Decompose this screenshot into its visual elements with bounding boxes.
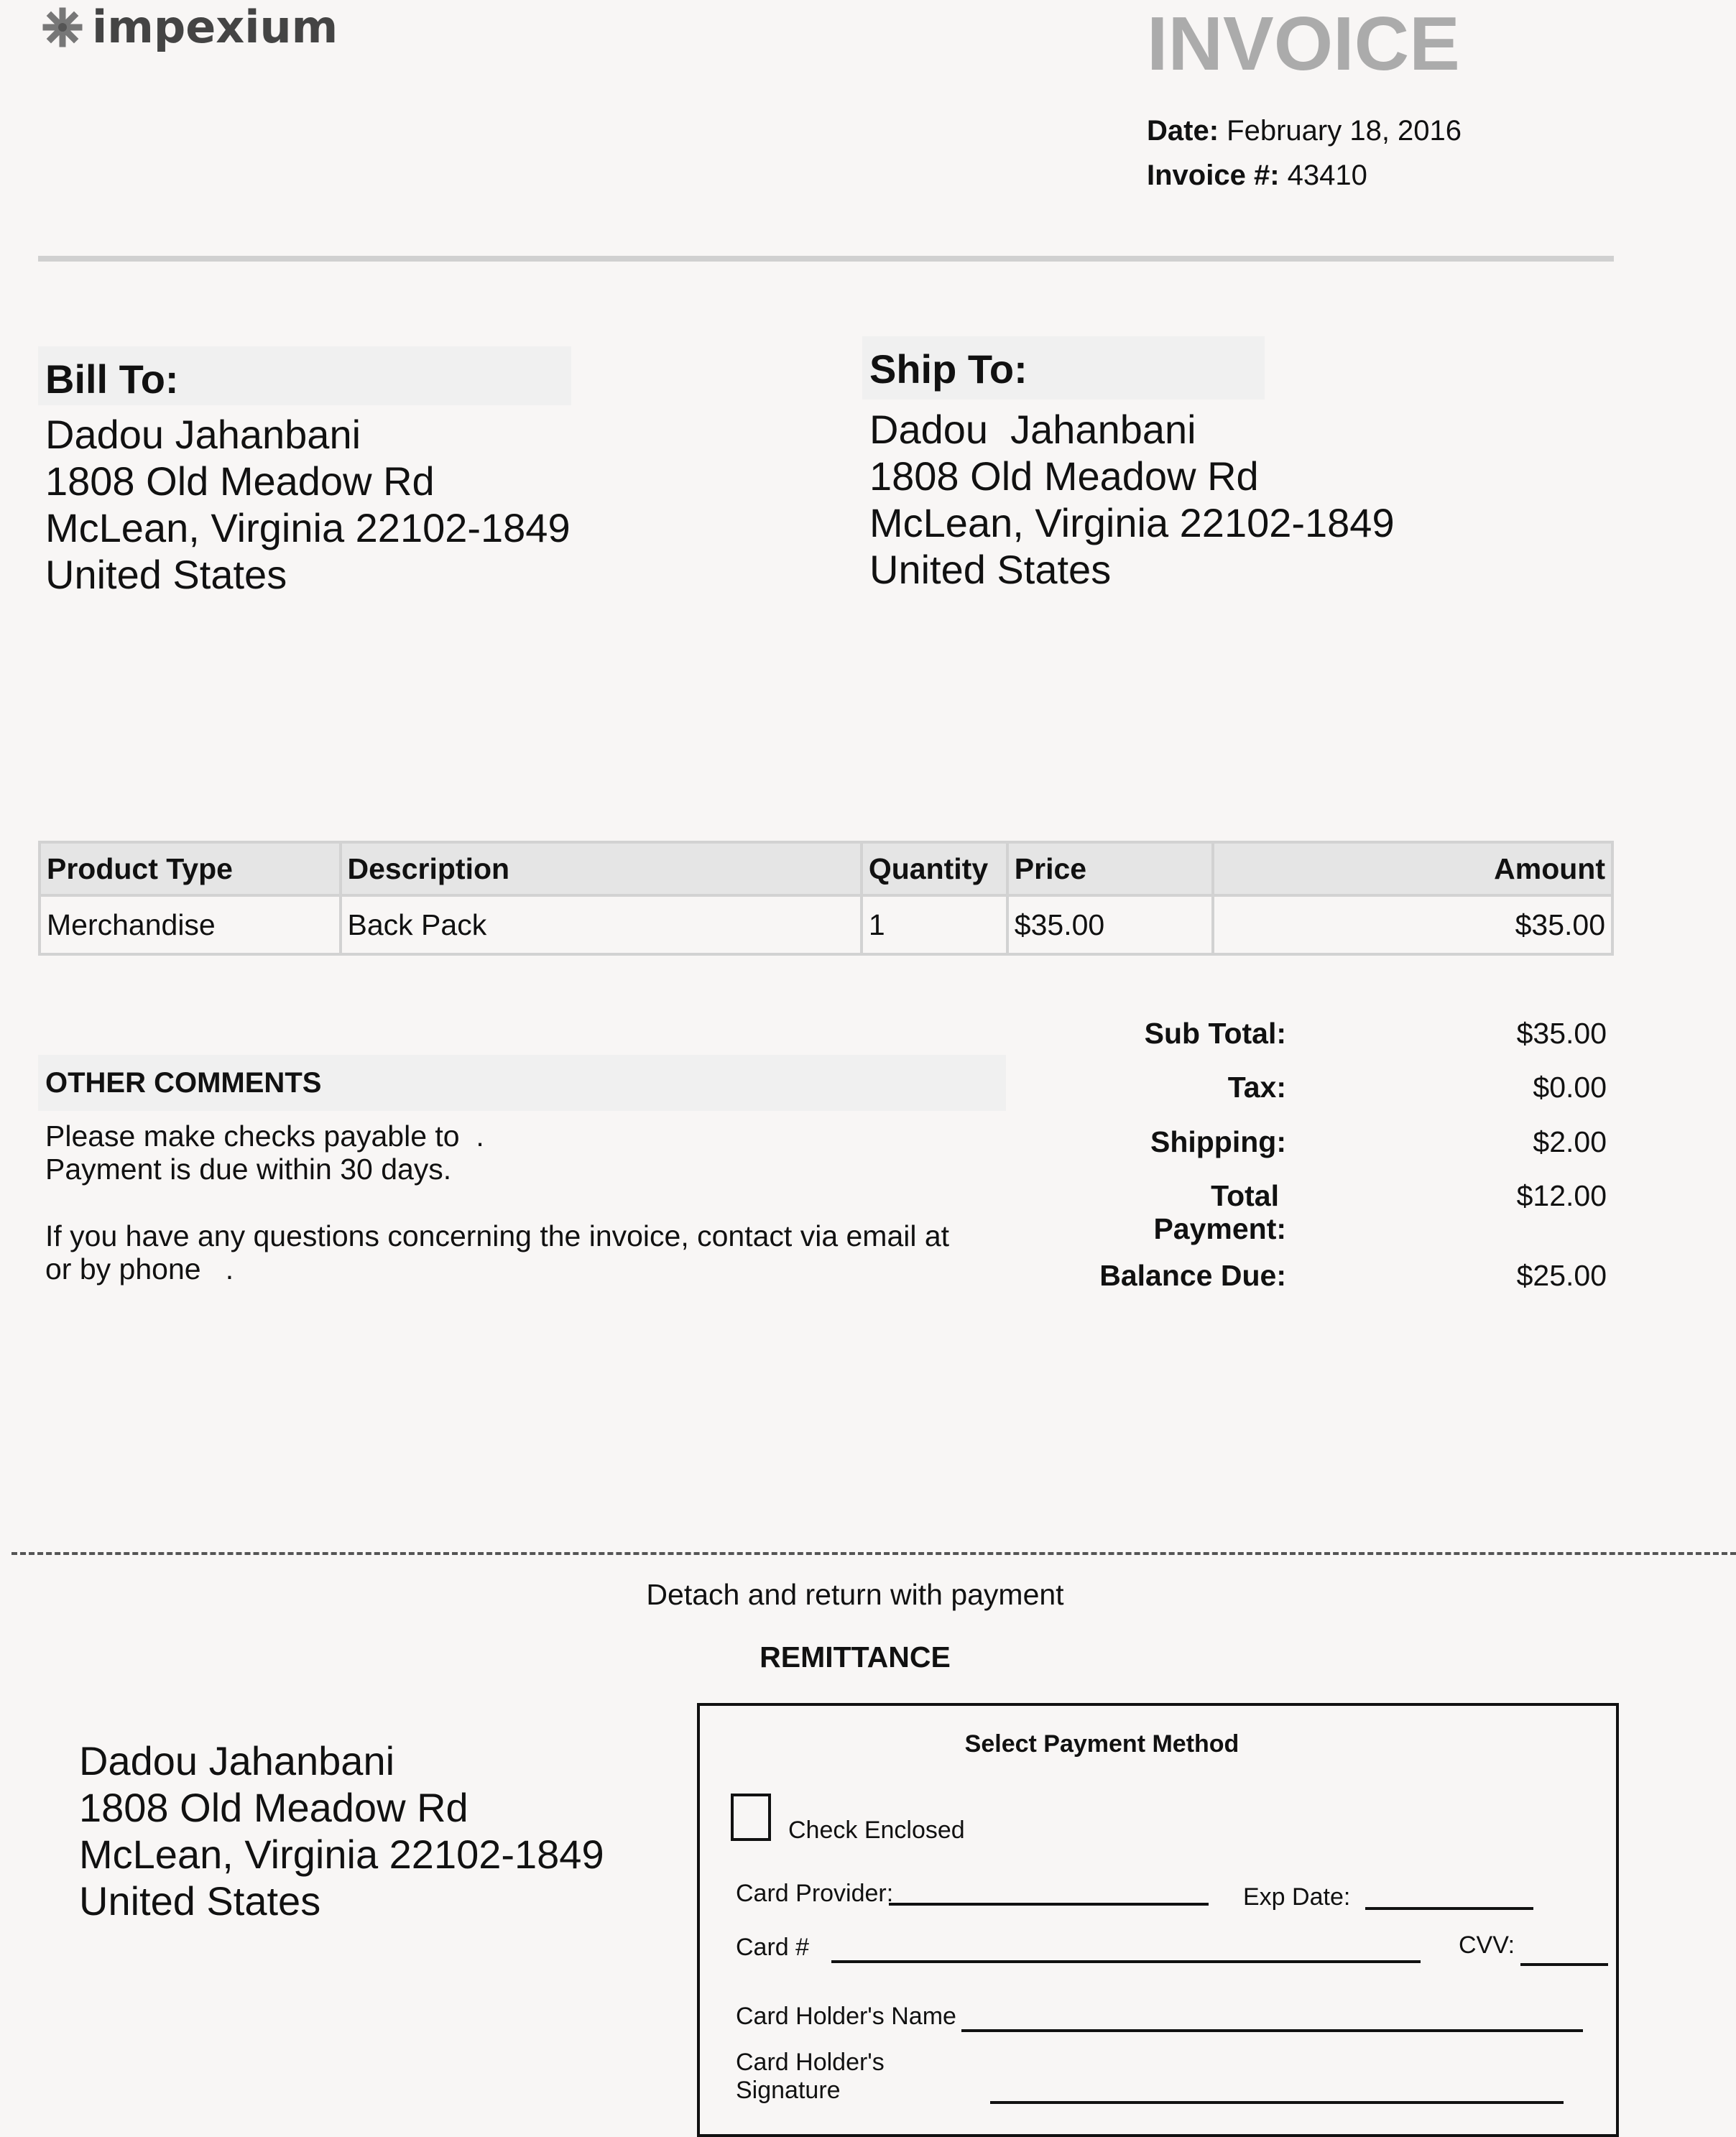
date-label: Date: [1147,115,1219,147]
card-number-input-line[interactable] [831,1960,1421,1963]
check-enclosed-checkbox[interactable] [731,1794,771,1841]
table-row [40,895,1612,954]
ship-to-city: McLean, Virginia 22102-1849 [869,500,1395,545]
exp-date-input-line[interactable] [1365,1907,1533,1910]
sub-total-label: Sub Total: [1144,1017,1286,1050]
detach-instruction: Detach and return with payment [646,1578,1064,1611]
comment-line-phone: or by phone . [45,1252,234,1286]
remittance-street: 1808 Old Meadow Rd [79,1785,468,1830]
bill-to-heading: Bill To: [38,346,571,405]
cvv-label: CVV: [1459,1931,1515,1959]
cell-price: $35.00 [1007,895,1214,954]
cell-product-type: Merchandise [40,895,341,954]
card-holder-signature-input-line[interactable] [990,2101,1564,2104]
cell-quantity: 1 [862,895,1007,954]
comment-line-payable: Please make checks payable to . [45,1120,484,1153]
card-holder-signature-label-line1: Card Holder's [736,2049,885,2076]
card-holder-name-input-line[interactable] [961,2029,1583,2032]
bill-to-country: United States [45,552,287,597]
bill-to-city: McLean, Virginia 22102-1849 [45,505,571,550]
comment-line-questions: If you have any questions concerning the invoice, contact via email at [45,1219,950,1252]
exp-date-label: Exp Date: [1243,1883,1351,1911]
date-value: February 18, 2016 [1227,115,1462,147]
tax-label: Tax: [1227,1071,1286,1104]
column-header-quantity: Quantity [862,842,1007,895]
ship-to-name: Dadou Jahanbani [869,407,1196,452]
column-header-amount: Amount [1213,842,1612,895]
column-header-product-type: Product Type [40,842,341,895]
card-provider-label: Card Provider: [736,1880,894,1907]
detach-dashed-line [11,1552,1736,1555]
card-number-label: Card # [736,1934,810,1961]
line-items-table [38,841,1614,956]
shipping-label: Shipping: [1150,1125,1286,1158]
ship-to-country: United States [869,547,1112,592]
sub-total-value: $35.00 [1516,1017,1607,1050]
ship-to-heading: Ship To: [862,336,1265,400]
remittance-country: United States [79,1878,321,1924]
invoice-title: INVOICE [1147,1,1460,86]
remittance-address [79,1737,604,1924]
payment-method-title: Select Payment Method [964,1730,1239,1758]
bill-to-name: Dadou Jahanbani [45,412,361,457]
total-payment-label-line2: Payment: [1153,1212,1286,1245]
remittance-heading: REMITTANCE [760,1640,951,1674]
cell-amount: $35.00 [1213,895,1612,954]
total-payment-label-line1: Total [1211,1179,1279,1212]
bill-to-street: 1808 Old Meadow Rd [45,458,435,504]
card-provider-input-line[interactable] [889,1903,1209,1906]
shipping-value: $2.00 [1533,1125,1607,1158]
card-holder-signature-label-line2: Signature [736,2077,841,2104]
bill-to-address [45,411,571,598]
comment-line-due: Payment is due within 30 days. [45,1153,452,1186]
invoice-number-value: 43410 [1287,160,1367,191]
cvv-input-line[interactable] [1520,1963,1608,1966]
tax-value: $0.00 [1533,1071,1607,1104]
asterisk-logo-icon [36,1,89,54]
card-holder-name-label: Card Holder's Name [736,2003,956,2030]
invoice-number-label: Invoice #: [1147,160,1280,191]
header-divider [38,256,1614,262]
column-header-description: Description [341,842,862,895]
ship-to-street: 1808 Old Meadow Rd [869,453,1259,499]
balance-due-label: Balance Due: [1099,1259,1286,1292]
table-header-row [40,842,1612,895]
balance-due-value: $25.00 [1516,1259,1607,1292]
company-logo [36,0,338,54]
check-enclosed-label: Check Enclosed [788,1817,965,1844]
invoice-date [1147,116,1462,145]
other-comments-heading: OTHER COMMENTS [38,1055,1006,1111]
remittance-city: McLean, Virginia 22102-1849 [79,1832,604,1877]
ship-to-address [869,406,1395,593]
invoice-number [1147,161,1367,190]
cell-description: Back Pack [341,895,862,954]
total-payment-value: $12.00 [1516,1179,1607,1212]
column-header-price: Price [1007,842,1214,895]
logo-text: impexium [92,0,338,53]
remittance-name: Dadou Jahanbani [79,1738,395,1783]
